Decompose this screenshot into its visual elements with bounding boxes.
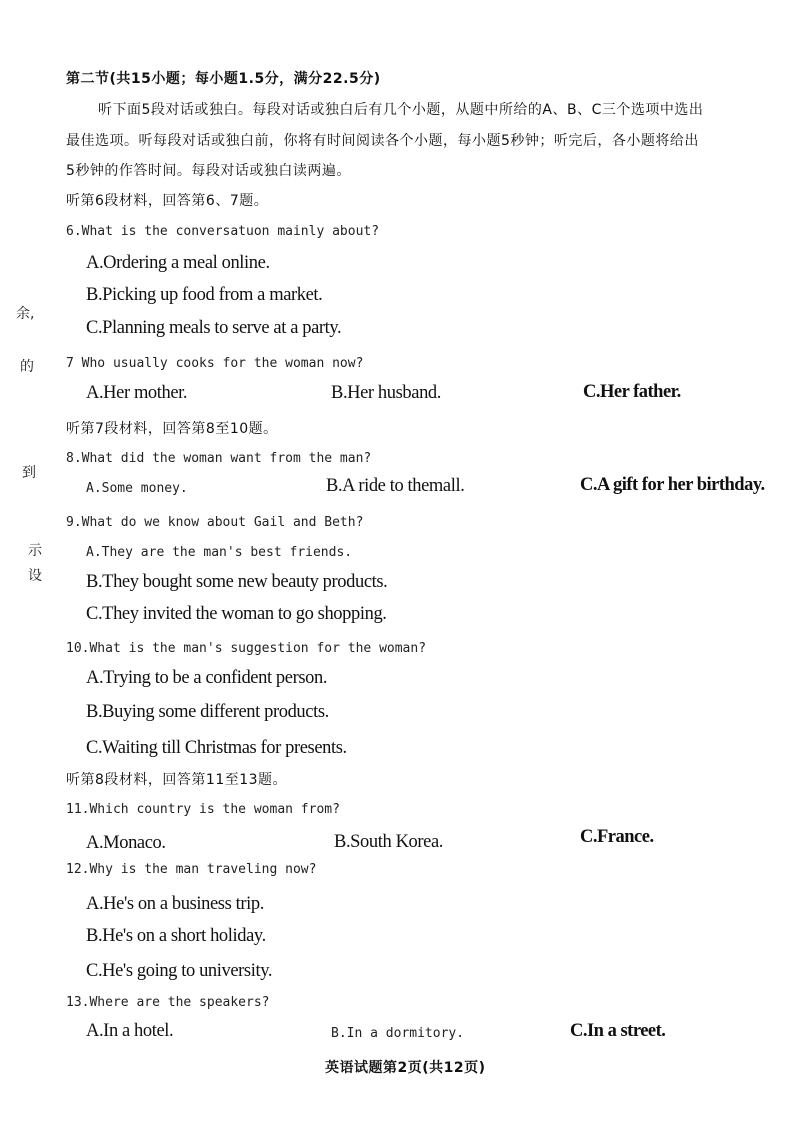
group-label: 听第6段材料，回答第6、7题。 [66, 193, 269, 209]
option-b: B.They bought some new beauty products. [86, 572, 388, 592]
option-b: B.He's on a short holiday. [86, 926, 266, 946]
instructions-line-2: 最佳选项。听每段对话或独白前，你将有时间阅读各个小题，每小题5秒钟；听完后，各小题将给出 [66, 133, 699, 149]
option-a: A.They are the man's best friends. [86, 545, 353, 560]
option-a: A.He's on a business trip. [86, 894, 264, 914]
option-a: A.Ordering a meal online. [86, 253, 270, 273]
question-stem: 11.Which country is the woman from? [66, 802, 340, 817]
option-a: A.Trying to be a confident person. [86, 668, 328, 688]
instructions-line-1: 听下面5段对话或独白。每段对话或独白后有几个小题，从题中所给的A、B、C三个选项中选出 [98, 102, 704, 118]
question-stem: 7 Who usually cooks for the woman now? [66, 356, 364, 371]
option-c: C.Planning meals to serve at a party. [86, 318, 342, 338]
group-label: 听第8段材料，回答第11至13题。 [66, 772, 288, 788]
option-a: A.Her mother. [86, 383, 188, 403]
option-c: C.Waiting till Christmas for presents. [86, 738, 347, 758]
page-footer: 英语试题第2页(共12页) [325, 1060, 486, 1076]
option-c: C.They invited the woman to go shopping. [86, 604, 387, 624]
option-a: A.Some money. [86, 481, 188, 496]
question-stem: 6.What is the conversatuon mainly about? [66, 224, 380, 239]
section-heading: 第二节(共15小题；每小题1.5分，满分22.5分) [66, 71, 381, 87]
option-b: B.Picking up food from a market. [86, 285, 323, 305]
option-a: A.In a hotel. [86, 1021, 174, 1041]
margin-char: 设 [28, 568, 42, 584]
question-stem: 8.What did the woman want from the man? [66, 451, 372, 466]
option-c: C.He's going to university. [86, 961, 273, 981]
option-c: C.France. [580, 827, 654, 847]
option-b: B.A ride to themall. [326, 476, 465, 496]
question-stem: 10.What is the man's suggestion for the woman? [66, 641, 427, 656]
option-b: B.Buying some different products. [86, 702, 329, 722]
option-b: B.In a dormitory. [331, 1026, 465, 1041]
margin-char: 到 [22, 465, 36, 481]
margin-char: 的 [20, 359, 34, 375]
group-label: 听第7段材料，回答第8至10题。 [66, 421, 278, 437]
option-c: C.In a street. [570, 1021, 666, 1041]
option-a: A.Monaco. [86, 833, 166, 853]
option-b: B.Her husband. [331, 383, 442, 403]
option-c: C.A gift for her birthday. [580, 475, 765, 495]
margin-char: 示 [28, 543, 42, 559]
question-stem: 12.Why is the man traveling now? [66, 862, 317, 877]
margin-char: 余, [16, 306, 35, 322]
option-b: B.South Korea. [334, 832, 443, 852]
question-stem: 9.What do we know about Gail and Beth? [66, 515, 364, 530]
question-stem: 13.Where are the speakers? [66, 995, 270, 1010]
option-c: C.Her father. [583, 382, 681, 402]
instructions-line-3: 5秒钟的作答时间。每段对话或独白读两遍。 [66, 163, 351, 179]
